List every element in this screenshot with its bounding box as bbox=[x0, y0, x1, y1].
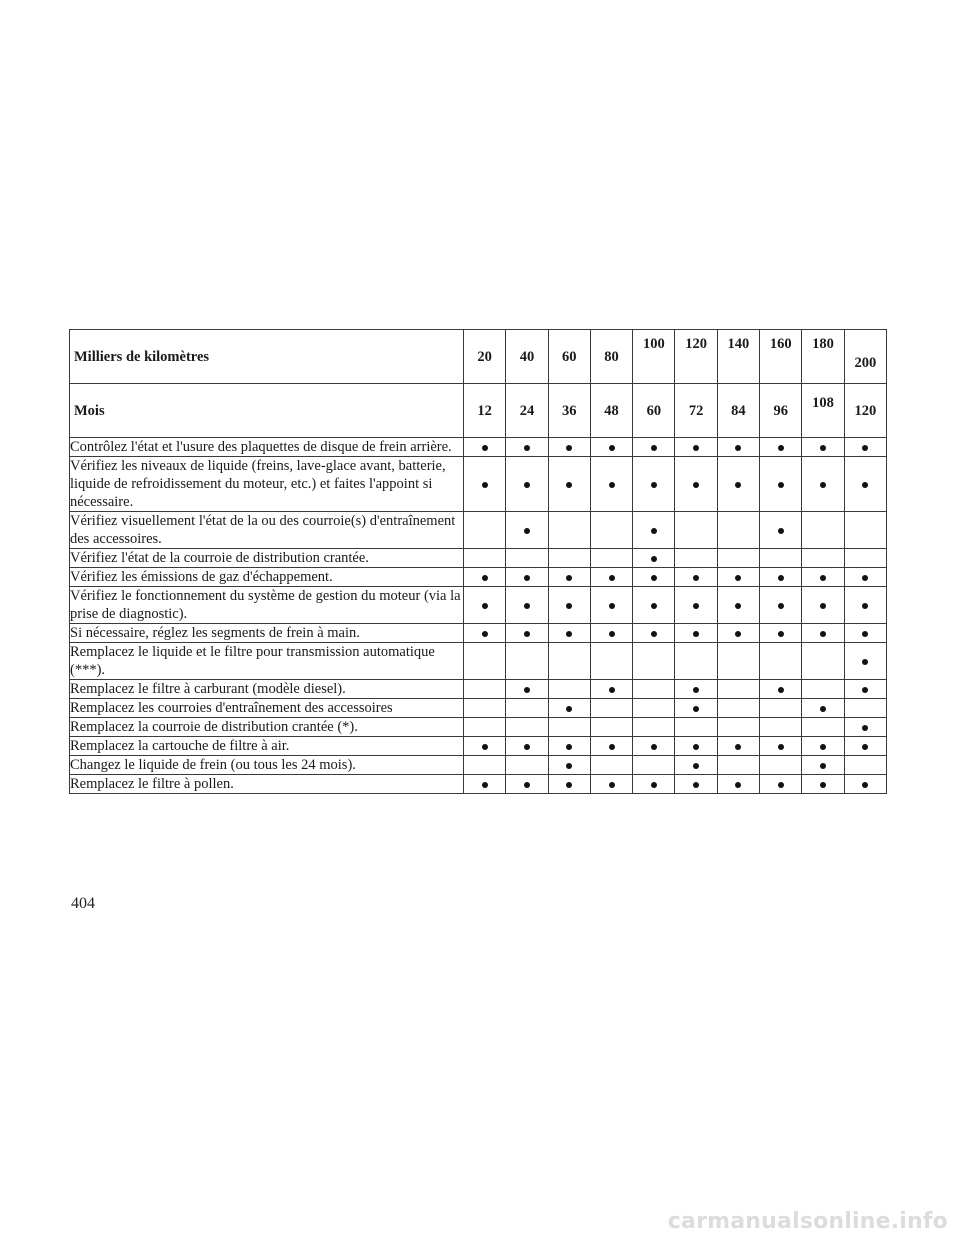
interval-cell bbox=[590, 756, 632, 775]
interval-cell bbox=[844, 549, 886, 568]
interval-cell bbox=[675, 624, 717, 643]
interval-cell bbox=[760, 775, 802, 794]
interval-cell bbox=[675, 568, 717, 587]
bullet-icon bbox=[778, 631, 784, 637]
interval-cell bbox=[464, 587, 506, 624]
interval-cell bbox=[633, 457, 675, 512]
interval-cell bbox=[802, 438, 844, 457]
table-row bbox=[70, 512, 887, 549]
operation-label: Remplacez le liquide et le filtre pour transmission automatique (***). bbox=[70, 643, 464, 680]
interval-cell bbox=[717, 512, 759, 549]
header-month-cell: 84 bbox=[717, 384, 759, 438]
table-row bbox=[70, 756, 887, 775]
bullet-icon bbox=[482, 482, 488, 488]
header-label-kilometers: Milliers de kilomètres bbox=[70, 330, 464, 384]
watermark-logo: carmanualsonline.info bbox=[667, 1209, 948, 1234]
interval-cell bbox=[844, 756, 886, 775]
interval-cell bbox=[760, 549, 802, 568]
interval-cell bbox=[506, 624, 548, 643]
bullet-icon bbox=[482, 445, 488, 451]
interval-cell bbox=[590, 549, 632, 568]
bullet-icon bbox=[735, 482, 741, 488]
interval-cell bbox=[506, 438, 548, 457]
bullet-icon bbox=[693, 744, 699, 750]
interval-cell bbox=[844, 624, 886, 643]
interval-cell bbox=[717, 568, 759, 587]
bullet-icon bbox=[778, 482, 784, 488]
interval-cell bbox=[717, 699, 759, 718]
maintenance-schedule-table bbox=[69, 329, 887, 794]
interval-cell bbox=[633, 680, 675, 699]
bullet-icon bbox=[862, 482, 868, 488]
bullet-icon bbox=[693, 445, 699, 451]
interval-cell bbox=[802, 587, 844, 624]
interval-cell bbox=[844, 568, 886, 587]
operation-label: Remplacez la cartouche de filtre à air. bbox=[70, 737, 464, 756]
bullet-icon bbox=[524, 603, 530, 609]
header-km-cell: 120 bbox=[675, 330, 717, 384]
operation-label: Remplacez les courroies d'entraînement des accessoires bbox=[70, 699, 464, 718]
interval-cell bbox=[506, 587, 548, 624]
interval-cell bbox=[464, 718, 506, 737]
interval-cell bbox=[717, 438, 759, 457]
interval-cell bbox=[590, 680, 632, 699]
operation-label: Vérifiez les niveaux de liquide (freins, lave-glace avant, batterie, liquide de refroidissement du moteur, etc.) et faites l'appoint si nécessaire. bbox=[70, 457, 464, 512]
interval-cell bbox=[675, 737, 717, 756]
interval-cell bbox=[506, 756, 548, 775]
table-row bbox=[70, 568, 887, 587]
bullet-icon bbox=[566, 482, 572, 488]
schedule-rows bbox=[70, 438, 887, 794]
interval-cell bbox=[844, 438, 886, 457]
bullet-icon bbox=[862, 744, 868, 750]
bullet-icon bbox=[566, 603, 572, 609]
interval-cell bbox=[802, 457, 844, 512]
bullet-icon bbox=[651, 603, 657, 609]
interval-cell bbox=[590, 624, 632, 643]
interval-cell bbox=[760, 624, 802, 643]
bullet-icon bbox=[524, 482, 530, 488]
header-km-cell: 60 bbox=[548, 330, 590, 384]
bullet-icon bbox=[693, 706, 699, 712]
header-month-cell: 96 bbox=[760, 384, 802, 438]
interval-cell bbox=[506, 775, 548, 794]
interval-cell bbox=[844, 680, 886, 699]
bullet-icon bbox=[524, 687, 530, 693]
bullet-icon bbox=[778, 744, 784, 750]
bullet-icon bbox=[693, 782, 699, 788]
bullet-icon bbox=[609, 603, 615, 609]
interval-cell bbox=[464, 699, 506, 718]
header-row-months bbox=[70, 384, 887, 438]
bullet-icon bbox=[820, 445, 826, 451]
bullet-icon bbox=[778, 782, 784, 788]
bullet-icon bbox=[566, 744, 572, 750]
interval-cell bbox=[717, 756, 759, 775]
bullet-icon bbox=[735, 744, 741, 750]
header-month-cell: 120 bbox=[844, 384, 886, 438]
interval-cell bbox=[548, 737, 590, 756]
interval-cell bbox=[675, 457, 717, 512]
table-row bbox=[70, 699, 887, 718]
table-row bbox=[70, 624, 887, 643]
bullet-icon bbox=[778, 603, 784, 609]
table-row bbox=[70, 718, 887, 737]
interval-cell bbox=[675, 756, 717, 775]
interval-cell bbox=[760, 680, 802, 699]
bullet-icon bbox=[862, 659, 868, 665]
bullet-icon bbox=[566, 782, 572, 788]
interval-cell bbox=[506, 737, 548, 756]
interval-cell bbox=[844, 587, 886, 624]
bullet-icon bbox=[566, 445, 572, 451]
bullet-icon bbox=[651, 482, 657, 488]
interval-cell bbox=[548, 680, 590, 699]
interval-cell bbox=[844, 512, 886, 549]
table-row bbox=[70, 680, 887, 699]
interval-cell bbox=[633, 438, 675, 457]
interval-cell bbox=[548, 624, 590, 643]
header-month-cell: 48 bbox=[590, 384, 632, 438]
table-row bbox=[70, 549, 887, 568]
operation-label: Contrôlez l'état et l'usure des plaquettes de disque de frein arrière. bbox=[70, 438, 464, 457]
interval-cell bbox=[802, 512, 844, 549]
interval-cell bbox=[802, 775, 844, 794]
interval-cell bbox=[675, 438, 717, 457]
interval-cell bbox=[802, 699, 844, 718]
interval-cell bbox=[464, 438, 506, 457]
operation-label: Vérifiez le fonctionnement du système de gestion du moteur (via la prise de diagnostic). bbox=[70, 587, 464, 624]
interval-cell bbox=[590, 699, 632, 718]
interval-cell bbox=[802, 643, 844, 680]
interval-cell bbox=[506, 549, 548, 568]
operation-label: Remplacez la courroie de distribution crantée (*). bbox=[70, 718, 464, 737]
header-month-cell: 108 bbox=[802, 384, 844, 438]
interval-cell bbox=[717, 549, 759, 568]
bullet-icon bbox=[482, 631, 488, 637]
bullet-icon bbox=[609, 782, 615, 788]
interval-cell bbox=[802, 549, 844, 568]
interval-cell bbox=[760, 718, 802, 737]
operation-label: Changez le liquide de frein (ou tous les 24 mois). bbox=[70, 756, 464, 775]
interval-cell bbox=[802, 718, 844, 737]
interval-cell bbox=[760, 737, 802, 756]
interval-cell bbox=[675, 643, 717, 680]
interval-cell bbox=[717, 457, 759, 512]
bullet-icon bbox=[482, 744, 488, 750]
bullet-icon bbox=[651, 575, 657, 581]
table-row bbox=[70, 457, 887, 512]
interval-cell bbox=[633, 549, 675, 568]
bullet-icon bbox=[651, 744, 657, 750]
bullet-icon bbox=[820, 706, 826, 712]
interval-cell bbox=[675, 549, 717, 568]
bullet-icon bbox=[651, 528, 657, 534]
interval-cell bbox=[464, 624, 506, 643]
header-km-cell: 80 bbox=[590, 330, 632, 384]
interval-cell bbox=[760, 756, 802, 775]
bullet-icon bbox=[693, 603, 699, 609]
interval-cell bbox=[548, 512, 590, 549]
bullet-icon bbox=[820, 763, 826, 769]
bullet-icon bbox=[820, 603, 826, 609]
bullet-icon bbox=[693, 687, 699, 693]
bullet-icon bbox=[524, 445, 530, 451]
operation-label: Remplacez le filtre à carburant (modèle diesel). bbox=[70, 680, 464, 699]
bullet-icon bbox=[482, 782, 488, 788]
interval-cell bbox=[464, 512, 506, 549]
table-row bbox=[70, 438, 887, 457]
interval-cell bbox=[548, 775, 590, 794]
interval-cell bbox=[675, 680, 717, 699]
interval-cell bbox=[717, 737, 759, 756]
bullet-icon bbox=[820, 482, 826, 488]
interval-cell bbox=[506, 643, 548, 680]
interval-cell bbox=[760, 438, 802, 457]
bullet-icon bbox=[609, 744, 615, 750]
header-km-cell: 200 bbox=[844, 330, 886, 384]
interval-cell bbox=[506, 718, 548, 737]
interval-cell bbox=[590, 457, 632, 512]
interval-cell bbox=[633, 775, 675, 794]
bullet-icon bbox=[609, 445, 615, 451]
interval-cell bbox=[675, 718, 717, 737]
bullet-icon bbox=[862, 631, 868, 637]
interval-cell bbox=[844, 737, 886, 756]
bullet-icon bbox=[609, 687, 615, 693]
interval-cell bbox=[675, 587, 717, 624]
interval-cell bbox=[844, 643, 886, 680]
interval-cell bbox=[464, 775, 506, 794]
interval-cell bbox=[590, 587, 632, 624]
interval-cell bbox=[844, 457, 886, 512]
bullet-icon bbox=[651, 556, 657, 562]
operation-label: Vérifiez visuellement l'état de la ou des courroie(s) d'entraînement des accessoires. bbox=[70, 512, 464, 549]
interval-cell bbox=[633, 568, 675, 587]
operation-label: Si nécessaire, réglez les segments de frein à main. bbox=[70, 624, 464, 643]
bullet-icon bbox=[735, 603, 741, 609]
interval-cell bbox=[760, 457, 802, 512]
bullet-icon bbox=[651, 631, 657, 637]
interval-cell bbox=[633, 756, 675, 775]
interval-cell bbox=[633, 737, 675, 756]
interval-cell bbox=[506, 699, 548, 718]
interval-cell bbox=[464, 737, 506, 756]
bullet-icon bbox=[566, 631, 572, 637]
interval-cell bbox=[760, 643, 802, 680]
interval-cell bbox=[802, 680, 844, 699]
interval-cell bbox=[506, 512, 548, 549]
interval-cell bbox=[717, 624, 759, 643]
bullet-icon bbox=[609, 575, 615, 581]
interval-cell bbox=[844, 718, 886, 737]
header-label-months: Mois bbox=[70, 384, 464, 438]
interval-cell bbox=[548, 699, 590, 718]
table-row bbox=[70, 775, 887, 794]
interval-cell bbox=[717, 587, 759, 624]
bullet-icon bbox=[820, 782, 826, 788]
bullet-icon bbox=[566, 706, 572, 712]
bullet-icon bbox=[651, 445, 657, 451]
interval-cell bbox=[506, 568, 548, 587]
bullet-icon bbox=[566, 575, 572, 581]
interval-cell bbox=[464, 680, 506, 699]
table-row bbox=[70, 737, 887, 756]
header-km-cell: 40 bbox=[506, 330, 548, 384]
interval-cell bbox=[844, 775, 886, 794]
bullet-icon bbox=[778, 575, 784, 581]
header-row-kilometers bbox=[70, 330, 887, 384]
bullet-icon bbox=[609, 482, 615, 488]
interval-cell bbox=[633, 718, 675, 737]
bullet-icon bbox=[820, 744, 826, 750]
bullet-icon bbox=[778, 528, 784, 534]
header-km-cell: 140 bbox=[717, 330, 759, 384]
interval-cell bbox=[633, 624, 675, 643]
bullet-icon bbox=[482, 603, 488, 609]
bullet-icon bbox=[609, 631, 615, 637]
interval-cell bbox=[464, 643, 506, 680]
interval-cell bbox=[675, 699, 717, 718]
operation-label: Vérifiez l'état de la courroie de distribution crantée. bbox=[70, 549, 464, 568]
interval-cell bbox=[548, 718, 590, 737]
bullet-icon bbox=[820, 575, 826, 581]
interval-cell bbox=[464, 457, 506, 512]
interval-cell bbox=[464, 568, 506, 587]
interval-cell bbox=[675, 775, 717, 794]
interval-cell bbox=[590, 718, 632, 737]
interval-cell bbox=[506, 680, 548, 699]
header-month-cell: 36 bbox=[548, 384, 590, 438]
interval-cell bbox=[590, 737, 632, 756]
bullet-icon bbox=[693, 763, 699, 769]
bullet-icon bbox=[651, 782, 657, 788]
bullet-icon bbox=[693, 631, 699, 637]
bullet-icon bbox=[862, 725, 868, 731]
interval-cell bbox=[464, 549, 506, 568]
interval-cell bbox=[717, 775, 759, 794]
interval-cell bbox=[548, 568, 590, 587]
bullet-icon bbox=[524, 575, 530, 581]
bullet-icon bbox=[862, 575, 868, 581]
bullet-icon bbox=[735, 575, 741, 581]
header-month-cell: 72 bbox=[675, 384, 717, 438]
header-month-cell: 60 bbox=[633, 384, 675, 438]
interval-cell bbox=[590, 512, 632, 549]
interval-cell bbox=[802, 756, 844, 775]
bullet-icon bbox=[862, 687, 868, 693]
operation-label: Remplacez le filtre à pollen. bbox=[70, 775, 464, 794]
interval-cell bbox=[675, 512, 717, 549]
bullet-icon bbox=[524, 631, 530, 637]
header-km-cell: 160 bbox=[760, 330, 802, 384]
bullet-icon bbox=[524, 744, 530, 750]
header-month-cell: 12 bbox=[464, 384, 506, 438]
table-row bbox=[70, 587, 887, 624]
bullet-icon bbox=[482, 575, 488, 581]
interval-cell bbox=[548, 587, 590, 624]
interval-cell bbox=[590, 568, 632, 587]
bullet-icon bbox=[778, 445, 784, 451]
interval-cell bbox=[548, 438, 590, 457]
bullet-icon bbox=[693, 482, 699, 488]
interval-cell bbox=[717, 680, 759, 699]
bullet-icon bbox=[862, 445, 868, 451]
interval-cell bbox=[548, 643, 590, 680]
interval-cell bbox=[548, 549, 590, 568]
bullet-icon bbox=[735, 631, 741, 637]
interval-cell bbox=[506, 457, 548, 512]
interval-cell bbox=[590, 775, 632, 794]
interval-cell bbox=[802, 624, 844, 643]
table-row bbox=[70, 643, 887, 680]
interval-cell bbox=[844, 699, 886, 718]
bullet-icon bbox=[524, 528, 530, 534]
interval-cell bbox=[760, 587, 802, 624]
bullet-icon bbox=[778, 687, 784, 693]
interval-cell bbox=[590, 438, 632, 457]
interval-cell bbox=[548, 457, 590, 512]
header-km-cell: 180 bbox=[802, 330, 844, 384]
interval-cell bbox=[464, 756, 506, 775]
bullet-icon bbox=[693, 575, 699, 581]
interval-cell bbox=[760, 512, 802, 549]
interval-cell bbox=[548, 756, 590, 775]
bullet-icon bbox=[862, 782, 868, 788]
interval-cell bbox=[590, 643, 632, 680]
bullet-icon bbox=[735, 445, 741, 451]
interval-cell bbox=[802, 737, 844, 756]
header-month-cell: 24 bbox=[506, 384, 548, 438]
interval-cell bbox=[760, 699, 802, 718]
header-km-cell: 20 bbox=[464, 330, 506, 384]
operation-label: Vérifiez les émissions de gaz d'échappement. bbox=[70, 568, 464, 587]
bullet-icon bbox=[735, 782, 741, 788]
bullet-icon bbox=[566, 763, 572, 769]
interval-cell bbox=[760, 568, 802, 587]
bullet-icon bbox=[524, 782, 530, 788]
interval-cell bbox=[633, 587, 675, 624]
interval-cell bbox=[717, 718, 759, 737]
interval-cell bbox=[633, 512, 675, 549]
interval-cell bbox=[802, 568, 844, 587]
bullet-icon bbox=[820, 631, 826, 637]
interval-cell bbox=[633, 643, 675, 680]
header-km-cell: 100 bbox=[633, 330, 675, 384]
interval-cell bbox=[633, 699, 675, 718]
bullet-icon bbox=[862, 603, 868, 609]
page-number: 404 bbox=[71, 895, 95, 912]
interval-cell bbox=[717, 643, 759, 680]
